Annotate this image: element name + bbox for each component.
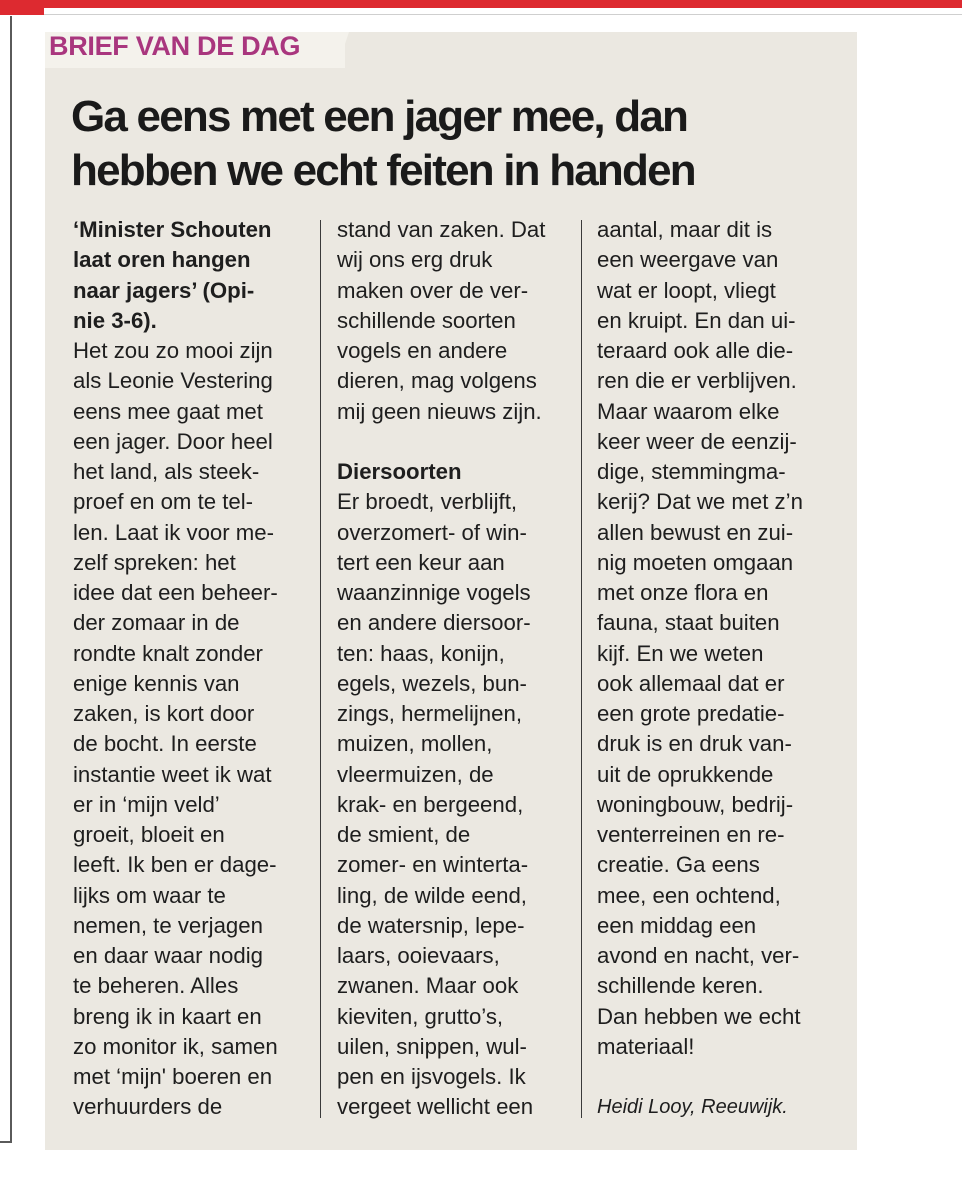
text-line: rondte knalt zonder — [73, 640, 263, 666]
text-line: waanzinnige vogels — [337, 580, 531, 605]
text-line: en kruipt. En dan ui- — [597, 307, 796, 333]
text-line: idee dat een beheer- — [73, 580, 278, 605]
text-line: een jager. Door heel — [73, 428, 273, 454]
text-line: zwanen. Maar ook — [337, 973, 519, 999]
column-3 — [597, 215, 803, 1123]
text-line: Het zou zo mooi zijn — [73, 338, 273, 363]
column-rule — [581, 220, 582, 1118]
text-line: dige, stemmingma- — [597, 459, 786, 484]
text-line: creatie. Ga eens — [597, 852, 760, 878]
top-divider — [44, 14, 962, 15]
text-line: mij geen nieuws zijn. — [337, 398, 542, 424]
column-1 — [73, 215, 278, 1123]
text-line: dieren, mag volgens — [337, 368, 537, 394]
text-line: het land, als steek- — [73, 459, 260, 484]
paragraph-gap — [337, 427, 545, 457]
text-line: te beheren. Alles — [73, 973, 239, 999]
text-line: stand van zaken. Dat — [337, 217, 546, 242]
text-line: laat oren hangen — [73, 247, 251, 273]
signature: Heidi Looy, Reeuwijk. — [597, 1096, 788, 1119]
paragraph-gap — [597, 1062, 803, 1092]
text-line: keer weer de eenzij- — [597, 428, 797, 454]
left-page-border-foot — [0, 1141, 12, 1143]
kicker-notch — [337, 32, 349, 68]
text-line: lijks om waar te — [73, 882, 226, 908]
newspaper-clipping — [45, 32, 857, 1150]
text-line: maken over de ver- — [337, 277, 529, 303]
text-line: schillende soorten — [337, 307, 516, 333]
left-page-border — [10, 16, 12, 1142]
text-line: met ‘mijn' boeren en — [73, 1064, 273, 1089]
headline-line: Ga eens met een jager mee, dan — [71, 92, 688, 141]
text-line: avond en nacht, ver- — [597, 943, 800, 968]
text-line: en andere diersoor- — [337, 610, 531, 636]
text-line: vergeet wellicht een — [337, 1094, 534, 1120]
column-2 — [337, 215, 545, 1123]
text-line: egels, wezels, bun- — [337, 670, 527, 696]
text-line: met onze flora en — [597, 580, 769, 605]
headline-line: hebben we echt feiten in handen — [71, 146, 695, 195]
text-line: verhuurders de — [73, 1094, 223, 1120]
text-line: kerij? Dat we met z’n — [597, 489, 803, 515]
text-line: en daar waar nodig — [73, 943, 263, 968]
text-line: eens mee gaat met — [73, 398, 263, 424]
text-line: fauna, staat buiten — [597, 610, 780, 636]
text-line: instantie weet ik wat — [73, 761, 272, 787]
top-accent-bar — [0, 0, 962, 8]
text-line: ten: haas, konijn, — [337, 640, 505, 666]
text-line: tert een keur aan — [337, 549, 505, 575]
text-line: Er broedt, verblijft, — [337, 489, 518, 515]
text-line: zomer- en winterta- — [337, 852, 529, 878]
kicker-label — [45, 32, 345, 68]
text-line: groeit, bloeit en — [73, 822, 225, 847]
text-line: kijf. En we weten — [597, 640, 764, 666]
text-line: er in ‘mijn veld’ — [73, 791, 220, 817]
text-line: zelf spreken: het — [73, 549, 236, 575]
text-line: materiaal! — [597, 1033, 695, 1059]
text-line: len. Laat ik voor me- — [73, 519, 275, 545]
text-line: wat er loopt, vliegt — [597, 277, 776, 303]
text-line: vogels en andere — [337, 338, 508, 363]
text-line: breng ik in kaart en — [73, 1003, 262, 1029]
text-line: vleermuizen, de — [337, 761, 494, 787]
text-line: kieviten, grutto’s, — [337, 1003, 504, 1029]
text-line: proef en om te tel- — [73, 489, 254, 515]
text-line: Maar waarom elke — [597, 398, 780, 424]
text-line: muizen, mollen, — [337, 731, 493, 757]
text-line: woningbouw, bedrij- — [597, 791, 794, 817]
text-line: zings, hermelijnen, — [337, 701, 522, 726]
text-line: nemen, te verjagen — [73, 912, 263, 938]
text-line: allen bewust en zui- — [597, 519, 794, 545]
text-line: uit de oprukkende — [597, 761, 774, 787]
text-line: mee, een ochtend, — [597, 882, 781, 908]
text-line: een middag een — [597, 912, 757, 938]
text-line: venterreinen en re- — [597, 822, 785, 847]
top-accent-tab — [0, 8, 44, 15]
text-line: zo monitor ik, samen — [73, 1033, 278, 1059]
text-line: wij ons erg druk — [337, 247, 493, 273]
text-line: de smient, de — [337, 822, 471, 847]
text-line: nie 3-6). — [73, 307, 157, 333]
text-line: der zomaar in de — [73, 610, 240, 636]
text-line: ook allemaal dat er — [597, 670, 785, 696]
text-line: pen en ijsvogels. Ik — [337, 1064, 526, 1089]
text-line: de watersnip, lepe- — [337, 912, 525, 938]
text-line: druk is en druk van- — [597, 731, 792, 757]
text-line: krak- en bergeend, — [337, 791, 524, 817]
text-line: een weergave van — [597, 247, 779, 273]
text-line: overzomert- of win- — [337, 519, 527, 545]
headline — [71, 90, 831, 198]
column-rule — [320, 220, 321, 1118]
text-line: enige kennis van — [73, 670, 240, 696]
text-line: Dan hebben we echt — [597, 1003, 801, 1029]
text-line: aantal, maar dit is — [597, 217, 773, 242]
text-line: leeft. Ik ben er dage- — [73, 852, 277, 878]
text-line: de bocht. In eerste — [73, 731, 257, 757]
text-line: een grote predatie- — [597, 701, 785, 726]
text-line: als Leonie Vestering — [73, 368, 273, 394]
subheading: Diersoorten — [337, 459, 462, 484]
text-line: zaken, is kort door — [73, 701, 255, 726]
text-line: ‘Minister Schouten — [73, 217, 272, 242]
kicker-text: BRIEF VAN DE DAG — [49, 31, 301, 61]
text-line: nig moeten omgaan — [597, 549, 794, 575]
text-line: teraard ook alle die- — [597, 338, 794, 363]
text-line: naar jagers’ (Opi- — [73, 277, 255, 303]
text-line: uilen, snippen, wul- — [337, 1033, 527, 1059]
text-line: laars, ooievaars, — [337, 943, 500, 968]
text-line: ling, de wilde eend, — [337, 882, 527, 908]
text-line: schillende keren. — [597, 973, 764, 999]
text-line: ren die er verblijven. — [597, 368, 797, 394]
